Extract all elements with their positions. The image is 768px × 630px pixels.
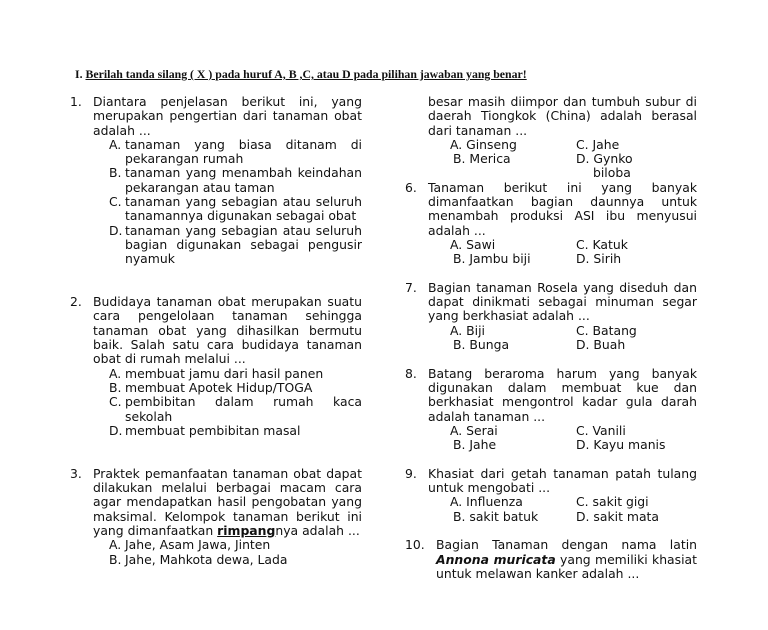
option-text: tanaman yang menambah keindahan pekarangan atau taman [125, 165, 362, 195]
option-c[interactable]: C. Vanili [576, 422, 626, 438]
instruction-text: Berilah tanda silang ( X ) pada huruf A, B ,C, atau D pada pilihan jawaban yang benar! [85, 67, 527, 81]
question-number: 10. [405, 537, 425, 553]
option-b[interactable]: B. Bunga [453, 337, 510, 353]
instruction-header [75, 67, 527, 81]
options-row-1 [450, 138, 697, 152]
option-letter: A. [109, 136, 122, 152]
option-letter: C. [109, 394, 122, 410]
stem-text-end: nya adalah ... [275, 522, 360, 538]
latin-name: Annona muricata [436, 551, 556, 567]
option-a[interactable] [109, 138, 362, 167]
option-b[interactable]: B. sakit batuk [453, 508, 539, 524]
option-text: tanaman yang sebagian atau seluruh tanamannya digunakan sebagai obat [125, 194, 362, 224]
options-row-1 [450, 495, 697, 509]
question-number: 3. [70, 465, 82, 481]
option-b[interactable]: B. Jambu biji [453, 251, 531, 267]
option-letter: B. [109, 165, 122, 181]
option-b[interactable] [109, 381, 362, 395]
option-letter: C. [109, 194, 122, 210]
option-d[interactable]: D. Gynko [576, 151, 633, 167]
stem-text: Praktek pemanfaatan tanaman obat dapat dilakukan melalui berbagai macam cara agar mendapatkan hasil pengobatan yang maksimal. Kelompok tanaman berikut ini yang dimanfaatkan [93, 465, 362, 538]
options-row-1 [450, 238, 697, 252]
option-d[interactable] [109, 224, 362, 267]
option-b[interactable]: B. Merica [453, 151, 511, 167]
option-letter: B. [109, 551, 122, 567]
question-1 [70, 95, 362, 267]
left-column [70, 95, 362, 567]
option-d[interactable]: D. Buah [576, 337, 626, 353]
option-text: pembibitan dalam rumah kaca sekolah [125, 394, 362, 424]
option-b[interactable]: B. Jahe [453, 437, 497, 453]
option-d[interactable]: D. sakit mata [576, 508, 659, 524]
option-a[interactable]: A. Influenza [450, 494, 523, 510]
question-stem: Budidaya tanaman obat merupakan suatu cara pengelolaan tanaman sehingga tanaman obat yang dihasilkan bermutu baik. Salah satu cara budidaya tanaman obat di rumah melalui ... [93, 294, 362, 367]
option-text: Jahe, Mahkota dewa, Lada [125, 551, 288, 567]
question-number: 6. [405, 179, 417, 195]
question-stem: Batang beraroma harum yang banyak digunakan dalam membuat kue dan berkhasiat mengontrol kadar gula darah adalah tanaman ... [428, 365, 697, 424]
question-8 [405, 367, 697, 453]
option-b[interactable] [109, 553, 362, 567]
options-row-1 [450, 324, 697, 338]
question-stem [428, 538, 697, 581]
section-number: I. [75, 67, 86, 81]
option-c[interactable]: C. Jahe [576, 136, 620, 152]
option-text: membuat pembibitan masal [125, 422, 301, 438]
options-row-2 [450, 338, 697, 352]
option-d[interactable]: D. Sirih [576, 251, 622, 267]
options-row-2 [450, 252, 697, 266]
emphasis-word: rimpang [217, 522, 276, 538]
option-a[interactable]: A. Biji [450, 322, 485, 338]
option-letter: D. [109, 422, 123, 438]
option-a[interactable] [109, 538, 362, 552]
option-text: tanaman yang sebagian atau seluruh bagian digunakan sebagai pengusir nyamuk [125, 222, 362, 267]
question-7 [405, 281, 697, 352]
question-number: 8. [405, 365, 417, 381]
question-stem: Khasiat dari getah tanaman patah tulang untuk mengobati ... [428, 465, 697, 496]
question-number: 2. [70, 294, 82, 310]
question-stem: besar masih diimpor dan tumbuh subur di daerah Tiongkok (China) adalah berasal dari tanaman ... [428, 94, 697, 138]
option-letter: A. [109, 365, 122, 381]
option-a[interactable]: A. Ginseng [450, 136, 517, 152]
question-stem [93, 467, 362, 538]
question-9 [405, 467, 697, 524]
option-text: membuat jamu dari hasil panen [125, 365, 324, 381]
stem-text: Bagian Tanaman dengan nama latin [436, 537, 697, 553]
options-row-3 [450, 166, 697, 180]
option-d[interactable]: D. Kayu manis [576, 437, 666, 453]
question-number: 9. [405, 465, 417, 481]
option-a[interactable]: A. Serai [450, 422, 498, 438]
option-a[interactable]: A. Sawi [450, 236, 496, 252]
question-6 [405, 181, 697, 267]
stem-text-end: yang memiliki khasiat untuk melawan kanker adalah ... [436, 551, 697, 581]
option-letter: B. [109, 379, 122, 395]
question-2 [70, 295, 362, 438]
question-number: 7. [405, 279, 417, 295]
option-c[interactable]: C. sakit gigi [576, 494, 649, 510]
option-c[interactable]: C. Katuk [576, 236, 628, 252]
question-10 [405, 538, 697, 581]
option-b[interactable] [109, 166, 362, 195]
option-d-cont: biloba [593, 165, 631, 181]
question-5-continued [405, 95, 697, 181]
option-c[interactable] [109, 195, 362, 224]
options-row-2 [450, 152, 697, 166]
option-c[interactable] [109, 395, 362, 424]
option-c[interactable]: C. Batang [576, 322, 637, 338]
option-text: tanaman yang biasa ditanam di pekarangan rumah [125, 136, 362, 167]
options-row-2 [450, 510, 697, 524]
question-stem: Tanaman berikut ini yang banyak dimanfaatkan bagian daunnya untuk menambah produksi ASI ibu menyusui adalah ... [428, 179, 697, 238]
option-d[interactable] [109, 424, 362, 438]
option-letter: A. [109, 537, 122, 553]
right-column [405, 95, 697, 581]
question-number: 1. [70, 94, 82, 109]
question-stem: Diantara penjelasan berikut ini, yang merupakan pengertian dari tanaman obat adalah ... [93, 94, 362, 138]
option-letter: D. [109, 222, 123, 238]
option-text: Jahe, Asam Jawa, Jinten [125, 537, 271, 553]
options-row-1 [450, 424, 697, 438]
option-a[interactable] [109, 367, 362, 381]
option-text: membuat Apotek Hidup/TOGA [125, 379, 313, 395]
question-3 [70, 467, 362, 567]
question-stem: Bagian tanaman Rosela yang diseduh dan dapat dinikmati sebagai minuman segar yang berkhasiat adalah ... [428, 279, 697, 324]
options-row-2 [450, 438, 697, 452]
